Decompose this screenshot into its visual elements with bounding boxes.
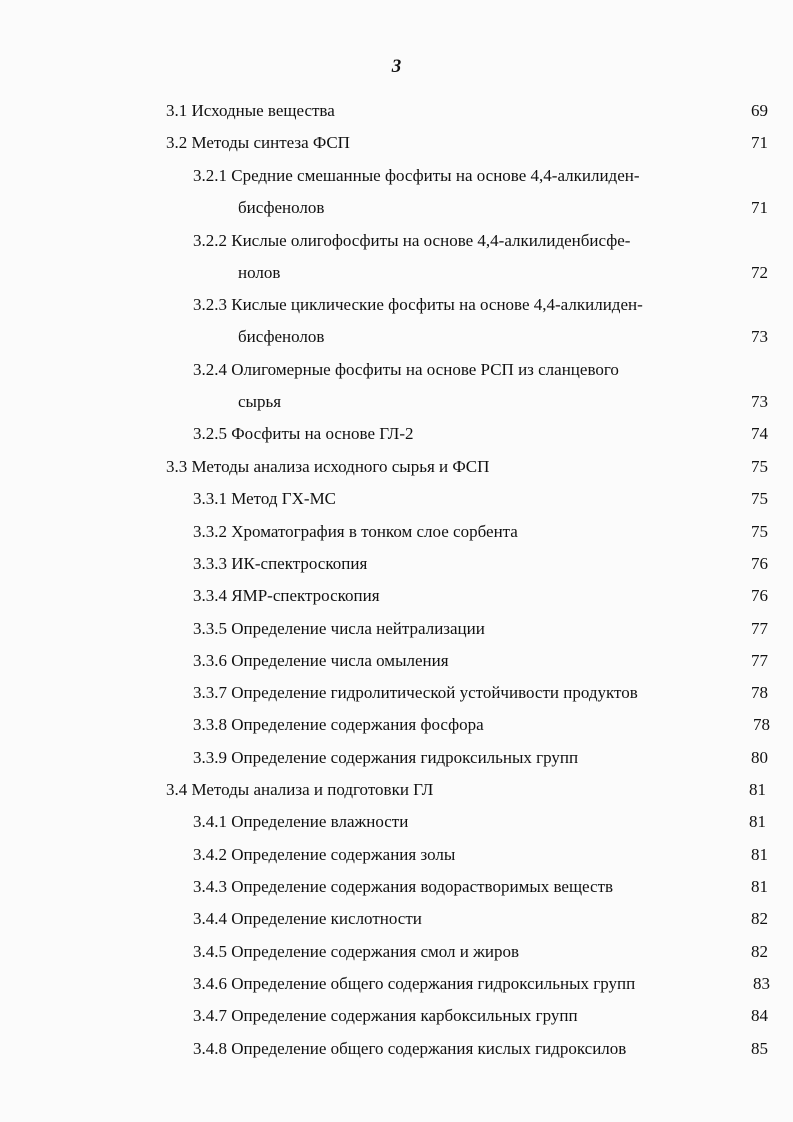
toc-entry-page-number: 72	[751, 263, 768, 282]
toc-entry-page-number: 82	[751, 909, 768, 928]
toc-entry-title: 3.3.8 Определение содержания фосфора	[193, 715, 484, 734]
toc-entry-title: 3.4.3 Определение содержания водорастворимых веществ	[193, 877, 614, 896]
toc-entry-continuation: нолов	[238, 263, 281, 282]
toc-entry-page-number: 81	[751, 845, 768, 864]
toc-entry-page-number: 81	[751, 877, 768, 896]
toc-entry-title: 3.3.5 Определение числа нейтрализации	[193, 619, 485, 638]
page-number: 3	[391, 56, 402, 77]
toc-entry-page-number: 77	[751, 651, 768, 670]
toc-entry-title: 3.4.7 Определение содержания карбоксильных групп	[193, 1006, 578, 1025]
toc-entry-title: 3.2.4 Олигомерные фосфиты на основе РСП из сланцевого	[193, 360, 619, 379]
toc-entry-page-number: 80	[751, 748, 768, 767]
toc-entry-continuation: сырья	[238, 392, 282, 411]
toc-entry-title: 3.4.1 Определение влажности	[193, 812, 409, 831]
toc-entry-title: 3.2 Методы синтеза ФСП	[166, 133, 350, 152]
toc-entry-page-number: 69	[751, 101, 768, 120]
toc-entry-title: 3.4 Методы анализа и подготовки ГЛ	[166, 780, 434, 799]
toc-entry-page-number: 84	[751, 1006, 768, 1025]
toc-entry-page-number: 78	[753, 715, 770, 734]
toc-entry-title: 3.4.4 Определение кислотности	[193, 909, 422, 928]
toc-entry-title: 3.3.1 Метод ГХ-МС	[193, 489, 337, 508]
toc-entry-title: 3.3 Методы анализа исходного сырья и ФСП	[166, 457, 490, 476]
toc-entry-title: 3.3.3 ИК-спектроскопия	[193, 554, 368, 573]
toc-entry-title: 3.2.5 Фосфиты на основе ГЛ-2	[193, 424, 414, 443]
toc-entry-page-number: 73	[751, 327, 768, 346]
toc-entry-page-number: 81	[749, 812, 766, 831]
toc-entry-continuation: бисфенолов	[238, 327, 325, 346]
toc-entry-title: 3.2.3 Кислые циклические фосфиты на основе 4,4-алкилиден-	[193, 295, 643, 314]
toc-entry-page-number: 76	[751, 554, 768, 573]
toc-entry-page-number: 85	[751, 1039, 768, 1058]
toc-entry-page-number: 82	[751, 942, 768, 961]
toc-entry-title: 3.3.2 Хроматография в тонком слое сорбента	[193, 522, 518, 541]
toc-entry-title: 3.3.6 Определение числа омыления	[193, 651, 449, 670]
toc-entry-page-number: 78	[751, 683, 768, 702]
toc-entry-continuation: бисфенолов	[238, 198, 325, 217]
toc-entry-title: 3.4.8 Определение общего содержания кислых гидроксилов	[193, 1039, 627, 1058]
toc-entry-title: 3.1 Исходные вещества	[166, 101, 335, 120]
toc-entry-page-number: 75	[751, 522, 768, 541]
toc-entry-title: 3.3.7 Определение гидролитической устойчивости продуктов	[193, 683, 638, 702]
toc-entry-page-number: 76	[751, 586, 768, 605]
toc-entry-page-number: 77	[751, 619, 768, 638]
toc-entry-page-number: 75	[751, 457, 768, 476]
toc-entry-title: 3.4.5 Определение содержания смол и жиров	[193, 942, 519, 961]
toc-entry-page-number: 71	[751, 198, 768, 217]
toc-entry-page-number: 73	[751, 392, 768, 411]
toc-entry-page-number: 71	[751, 133, 768, 152]
toc-entry-title: 3.3.4 ЯМР-спектроскопия	[193, 586, 380, 605]
toc-entry-page-number: 74	[751, 424, 768, 443]
toc-entry-title: 3.4.2 Определение содержания золы	[193, 845, 456, 864]
toc-entry-page-number: 83	[753, 974, 770, 993]
toc-entry-page-number: 81	[749, 780, 766, 799]
toc-entry-title: 3.4.6 Определение общего содержания гидроксильных групп	[193, 974, 636, 993]
toc-entry-title: 3.2.2 Кислые олигофосфиты на основе 4,4-алкилиденбисфе-	[193, 231, 631, 250]
toc-entry-title: 3.2.1 Средние смешанные фосфиты на основе 4,4-алкилиден-	[193, 166, 640, 185]
toc-entry-page-number: 75	[751, 489, 768, 508]
toc-entry-title: 3.3.9 Определение содержания гидроксильных групп	[193, 748, 579, 767]
